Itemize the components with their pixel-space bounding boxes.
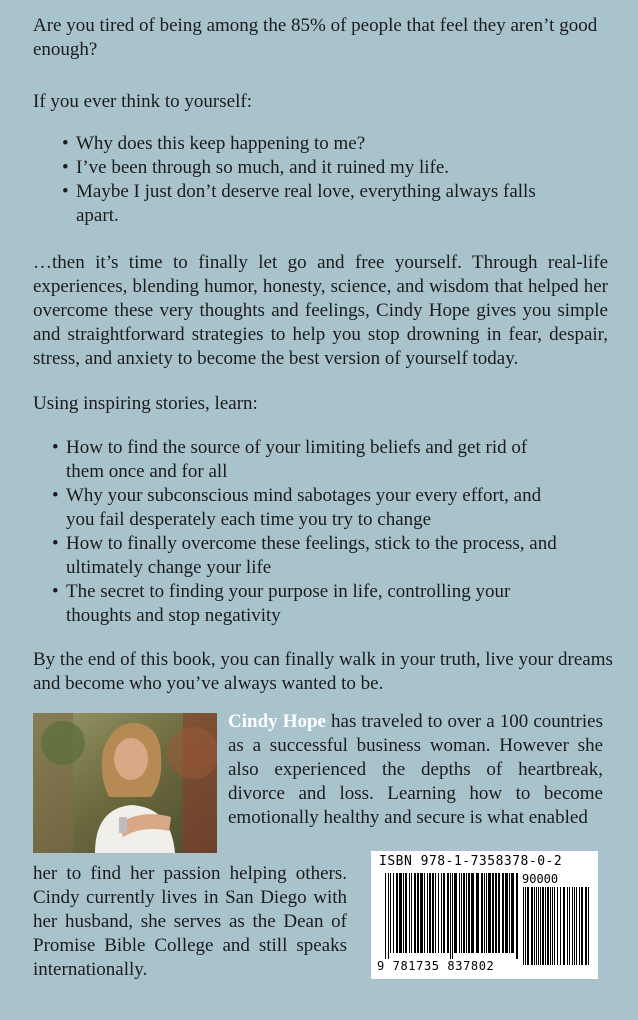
barcode-bar — [468, 873, 470, 953]
barcode-bar — [443, 873, 445, 953]
barcode-bar — [459, 873, 460, 953]
barcode-bar — [481, 873, 483, 953]
author-photo — [33, 713, 217, 853]
author-bio-text: has traveled to over a 100 countries as a successful business woman. However she also experienced the depths of heartbreak, divorce and loss. Learning how to become emotionally healthy and secure is what enabled — [228, 711, 603, 828]
author-bio-continued: her to find her passion helping others. Cindy currently lives in San Diego with her husband, she serves as the Dean of Promise Bible College and still speaks internationally. — [33, 863, 347, 980]
thoughts-lead: If you ever think to yourself: — [33, 91, 252, 112]
barcode-bar — [554, 887, 555, 965]
barcode-bar — [435, 873, 436, 953]
barcode-bar — [432, 873, 434, 953]
barcode-bar — [424, 873, 425, 953]
barcode-bar — [557, 887, 558, 965]
barcode-bar — [502, 873, 504, 953]
isbn-barcode — [371, 851, 598, 979]
barcode-bar — [563, 887, 565, 965]
barcode-bar — [461, 873, 462, 953]
barcode-bar — [427, 873, 428, 953]
barcode-bar — [569, 887, 570, 965]
barcode-bar — [545, 887, 546, 965]
barcode-bar — [441, 873, 442, 953]
list-item: • Why your subconscious mind sabotages your every effort, and you fail desperately each time you try to change — [50, 484, 566, 532]
barcode-bar — [393, 873, 394, 953]
thoughts-list — [60, 132, 580, 228]
barcode-number: 9 781735 837802 — [377, 959, 495, 973]
barcode-bar — [531, 887, 533, 965]
barcode-bar — [538, 887, 539, 965]
barcode-bar — [498, 873, 500, 953]
barcode-bar — [390, 873, 391, 953]
barcode-bar — [585, 887, 587, 965]
learn-list — [50, 436, 610, 628]
barcode-bar — [471, 873, 474, 953]
barcode-bar — [466, 873, 467, 953]
barcode-bar — [454, 873, 457, 953]
barcode-bar — [581, 887, 583, 965]
list-item: • How to find the source of your limiting beliefs and get rid of them once and for all — [50, 436, 566, 484]
barcode-bar — [385, 873, 386, 959]
barcode-bar — [429, 873, 431, 953]
barcode-bar — [523, 887, 524, 965]
intro-question: Are you tired of being among the 85% of people that feel they aren’t good enough? — [33, 15, 598, 60]
barcode-bar — [405, 873, 407, 953]
barcode-bar — [450, 873, 451, 959]
barcode-bar — [525, 887, 526, 965]
barcode-bar — [552, 887, 553, 965]
barcode-bar — [516, 873, 518, 959]
barcode-bar — [574, 887, 575, 965]
barcode-bar — [540, 887, 541, 965]
barcode-bar — [579, 887, 580, 965]
barcode-bar — [438, 873, 439, 953]
barcode-bar — [414, 873, 416, 953]
barcode-bar — [396, 873, 398, 953]
barcode-bar — [411, 873, 412, 953]
author-bio-top — [228, 710, 603, 830]
description-paragraph: …then it’s time to finally let go and free yourself. Through real-life experiences, blending humor, honesty, science, and wisdom that helped her overcome these very thoughts and feelings, Cindy Hope gives you simple and straightforward strategies to help you stop drowning in fear, despair, stress, and anxiety to become the best version of yourself today. — [33, 252, 608, 369]
price-addon-number: 90000 — [522, 872, 559, 886]
barcode-bar — [476, 873, 479, 953]
barcode-bar — [417, 873, 419, 953]
barcode-bar — [505, 873, 508, 953]
list-item: • I’ve been through so much, and it ruined my life. — [60, 156, 580, 180]
barcode-bar — [550, 887, 551, 965]
barcode-bar — [495, 873, 497, 953]
barcode-bar — [509, 873, 510, 953]
isbn-label: ISBN 978-1-7358378-0-2 — [379, 854, 563, 869]
barcode-bar — [572, 887, 573, 965]
list-item: • Maybe I just don’t deserve real love, everything always falls apart. — [60, 180, 551, 228]
barcode-bar — [567, 887, 568, 965]
barcode-bar — [511, 873, 514, 953]
list-item: • Why does this keep happening to me? — [60, 132, 580, 156]
list-item: • How to finally overcome these feelings, stick to the process, and ultimately change your life — [50, 532, 596, 580]
barcode-bar — [547, 887, 549, 965]
barcode-bar — [536, 887, 537, 965]
barcode-bar — [399, 873, 402, 953]
list-item: • The secret to finding your purpose in life, controlling your thoughts and stop negativity — [50, 580, 536, 628]
barcode-bar — [388, 873, 389, 959]
barcode-bar — [420, 873, 423, 953]
author-name: Cindy Hope — [228, 711, 326, 732]
barcode-bar — [534, 887, 535, 965]
learn-lead: Using inspiring stories, learn: — [33, 393, 258, 414]
barcode-bar — [403, 873, 404, 953]
closing-paragraph: By the end of this book, you can finally walk in your truth, live your dreams and become who you’ve always wanted to be. — [33, 649, 613, 694]
barcode-bar — [492, 873, 494, 953]
barcode-bar — [488, 873, 491, 953]
barcode-bar — [484, 873, 485, 953]
barcode-bar — [588, 887, 589, 965]
barcode-bar — [486, 873, 487, 953]
barcode-bar — [560, 887, 561, 965]
barcode-bar — [452, 873, 453, 959]
barcode-bar — [409, 873, 410, 953]
barcode-bar — [576, 887, 577, 965]
barcode-bar — [463, 873, 465, 953]
author-photo-image — [33, 713, 217, 853]
barcode-bar — [542, 887, 544, 965]
barcode-bar — [527, 887, 529, 965]
barcode-bar — [447, 873, 449, 953]
